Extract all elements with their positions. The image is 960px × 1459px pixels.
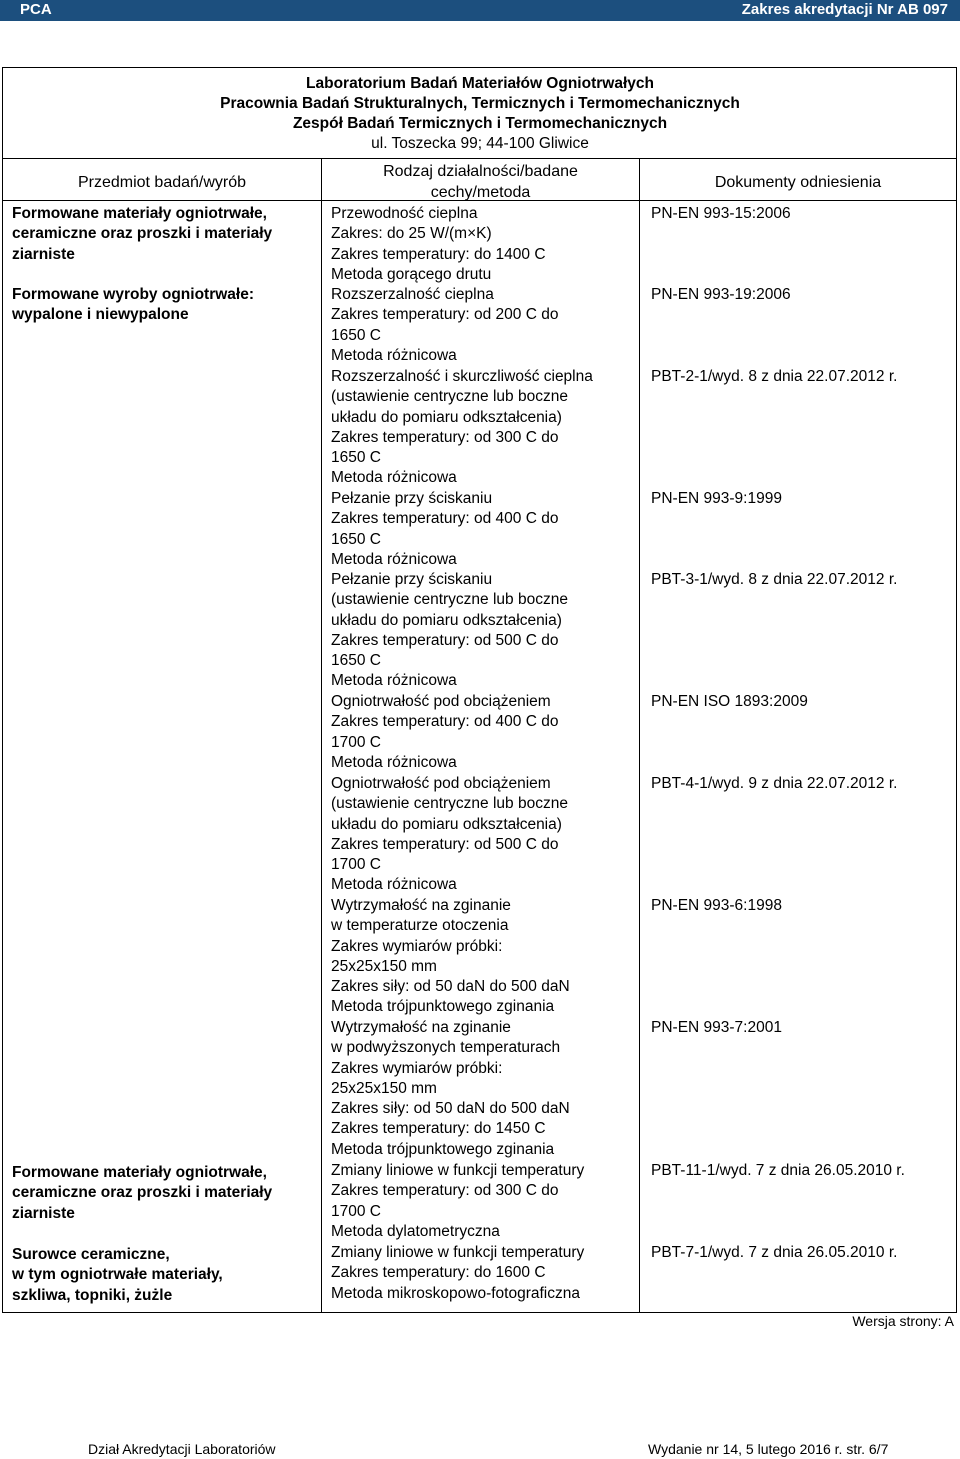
activity-cell [331,1161,636,1242]
activity-line: Zakres: do 25 W/(m×K) [331,225,492,243]
reference-document: PN-EN ISO 1893:2009 [651,693,808,710]
activity-line: układu do pomiaru odkształcenia) [331,815,562,833]
subject-line: w tym ogniotrwałe materiały, [12,1266,223,1284]
activity-line: Pełzanie przy ściskaniu [331,571,493,588]
footer-department: Dział Akredytacji Laboratoriów [88,1441,276,1457]
activity-line: Zakres wymiarów próbki: [331,937,503,955]
header-org: PCA [20,1,52,18]
column-divider-1 [321,158,322,1313]
activity-line: Zmiany liniowe w funkcji temperatury [331,1244,585,1261]
activity-line: Zakres temperatury: od 400 C do [331,510,559,528]
column-header-activity-line1: Rodzaj działalności/badane [383,163,578,180]
subject-line: Surowce ceramiczne, [12,1246,170,1263]
activity-line: (ustawienie centryczne lub boczne [331,795,568,813]
activity-line: Zakres temperatury: od 500 C do [331,835,559,853]
subject-line: Formowane materiały ogniotrwałe, [12,205,267,222]
activity-line: 25x25x150 mm [331,957,437,975]
activity-line: w podwyższonych temperaturach [331,1039,561,1057]
reference-document: PN-EN 993-6:1998 [651,897,782,914]
activity-line: Ogniotrwałość pod obciążeniem [331,775,551,792]
footer-edition: Wydanie nr 14, 5 lutego 2016 r. str. 6/7 [648,1441,889,1457]
activity-line: Rozszerzalność cieplna [331,286,494,303]
subject-line: szkliwa, topniki, żużle [12,1286,173,1304]
activity-line: Przewodność cieplna [331,205,478,222]
activity-line: Zakres siły: od 50 daN do 500 daN [331,978,570,996]
activity-line: 1650 C [331,326,381,344]
activity-line: Metoda różnicowa [331,876,457,894]
activity-line: Wytrzymałość na zginanie [331,1019,511,1036]
column-header-subject: Przedmiot badań/wyrób [77,174,247,191]
activity-cell [331,489,636,570]
lab-name: Laboratorium Badań Materiałów Ogniotrwałych [306,75,654,92]
reference-document: PBT-2-1/wyd. 8 z dnia 22.07.2012 r. [651,368,898,385]
subject-line: ceramiczne oraz proszki i materiały [12,225,273,243]
activity-cell [331,896,636,1018]
activity-line: Pełzanie przy ściskaniu [331,490,493,507]
activity-cell [331,570,636,692]
activity-line: Metoda mikroskopowo-fotograficzna [331,1284,580,1302]
reference-document: PBT-11-1/wyd. 7 z dnia 26.05.2010 r. [651,1162,905,1179]
activity-line: w temperaturze otoczenia [331,917,509,935]
activity-cell [331,1018,636,1160]
activity-line: Zakres temperatury: do 1600 C [331,1264,546,1282]
subject-block [12,285,317,326]
activity-line: Metoda różnicowa [331,469,457,487]
lab-department: Pracownia Badań Strukturalnych, Termicznych i Termomechanicznych [220,95,740,112]
activity-line: Metoda różnicowa [331,753,457,771]
activity-line: 25x25x150 mm [331,1079,437,1097]
reference-document: PN-EN 993-7:2001 [651,1019,782,1036]
activity-cell [331,1243,636,1304]
activity-line: Rozszerzalność i skurczliwość cieplna [331,368,593,385]
activity-cell [331,204,636,285]
activity-line: (ustawienie centryczne lub boczne [331,591,568,609]
subject-block [12,1163,317,1224]
reference-document: PN-EN 993-15:2006 [651,205,791,222]
reference-document: PBT-7-1/wyd. 7 z dnia 26.05.2010 r. [651,1244,898,1261]
activity-line: układu do pomiaru odkształcenia) [331,408,562,426]
activity-cell [331,367,636,489]
page-version: Wersja strony: A [852,1313,954,1329]
reference-document: PBT-3-1/wyd. 8 z dnia 22.07.2012 r. [651,571,898,588]
reference-document: PN-EN 993-9:1999 [651,490,782,507]
subject-line: Formowane wyroby ogniotrwałe: [12,286,254,303]
activity-line: Zakres temperatury: od 500 C do [331,631,559,649]
activity-line: Metoda różnicowa [331,550,457,568]
activity-line: Zakres temperatury: od 400 C do [331,713,559,731]
activity-line: Zakres temperatury: do 1400 C [331,245,546,263]
activity-line: Metoda trójpunktowego zginania [331,998,555,1016]
activity-line: Zakres temperatury: od 300 C do [331,1182,559,1200]
activity-cell [331,774,636,896]
column-divider-2 [639,158,640,1313]
activity-line: (ustawienie centryczne lub boczne [331,388,568,406]
activity-line: Zakres siły: od 50 daN do 500 daN [331,1100,570,1118]
activity-line: układu do pomiaru odkształcenia) [331,611,562,629]
activity-line: Wytrzymałość na zginanie [331,897,511,914]
activity-line: Metoda trójpunktowego zginania [331,1140,555,1158]
reference-document: PN-EN 993-19:2006 [651,286,791,303]
subject-line: wypalone i niewypalone [12,306,189,324]
activity-line: Metoda dylatometryczna [331,1222,500,1240]
activity-line: Zakres wymiarów próbki: [331,1059,503,1077]
activity-line: Zakres temperatury: od 200 C do [331,306,559,324]
activity-line: 1700 C [331,856,381,874]
activity-line: Zakres temperatury: do 1450 C [331,1120,546,1138]
reference-document: PBT-4-1/wyd. 9 z dnia 22.07.2012 r. [651,775,898,792]
column-header-activity [322,161,639,203]
subject-line: ceramiczne oraz proszki i materiały [12,1184,273,1202]
header-scope-title: Zakres akredytacji Nr AB 097 [741,1,948,18]
activity-line: 1700 C [331,733,381,751]
activity-line: Metoda różnicowa [331,672,457,690]
subject-block [12,1245,317,1306]
top-bar [0,0,960,21]
activity-line: Metoda gorącego drutu [331,265,492,283]
column-header-documents: Dokumenty odniesienia [714,174,882,191]
column-header-activity-line2: cechy/metoda [430,184,531,201]
activity-cell [331,285,636,366]
header-divider [3,158,956,159]
lab-address: ul. Toszecka 99; 44-100 Gliwice [371,135,589,152]
activity-line: Ogniotrwałość pod obciążeniem [331,693,551,710]
activity-line: 1650 C [331,652,381,670]
activity-cell [331,692,636,773]
activity-line: Metoda różnicowa [331,346,457,364]
lab-team: Zespół Badań Termicznych i Termomechanicznych [292,115,668,132]
activity-line: 1700 C [331,1202,381,1220]
activity-line: 1650 C [331,449,381,467]
subject-line: ziarniste [12,1204,75,1222]
subject-line: ziarniste [12,245,75,263]
lab-info [0,74,960,154]
activity-line: 1650 C [331,530,381,548]
activity-line: Zmiany liniowe w funkcji temperatury [331,1162,585,1179]
activity-line: Zakres temperatury: od 300 C do [331,428,559,446]
subject-block [12,204,317,265]
subject-line: Formowane materiały ogniotrwałe, [12,1164,267,1181]
